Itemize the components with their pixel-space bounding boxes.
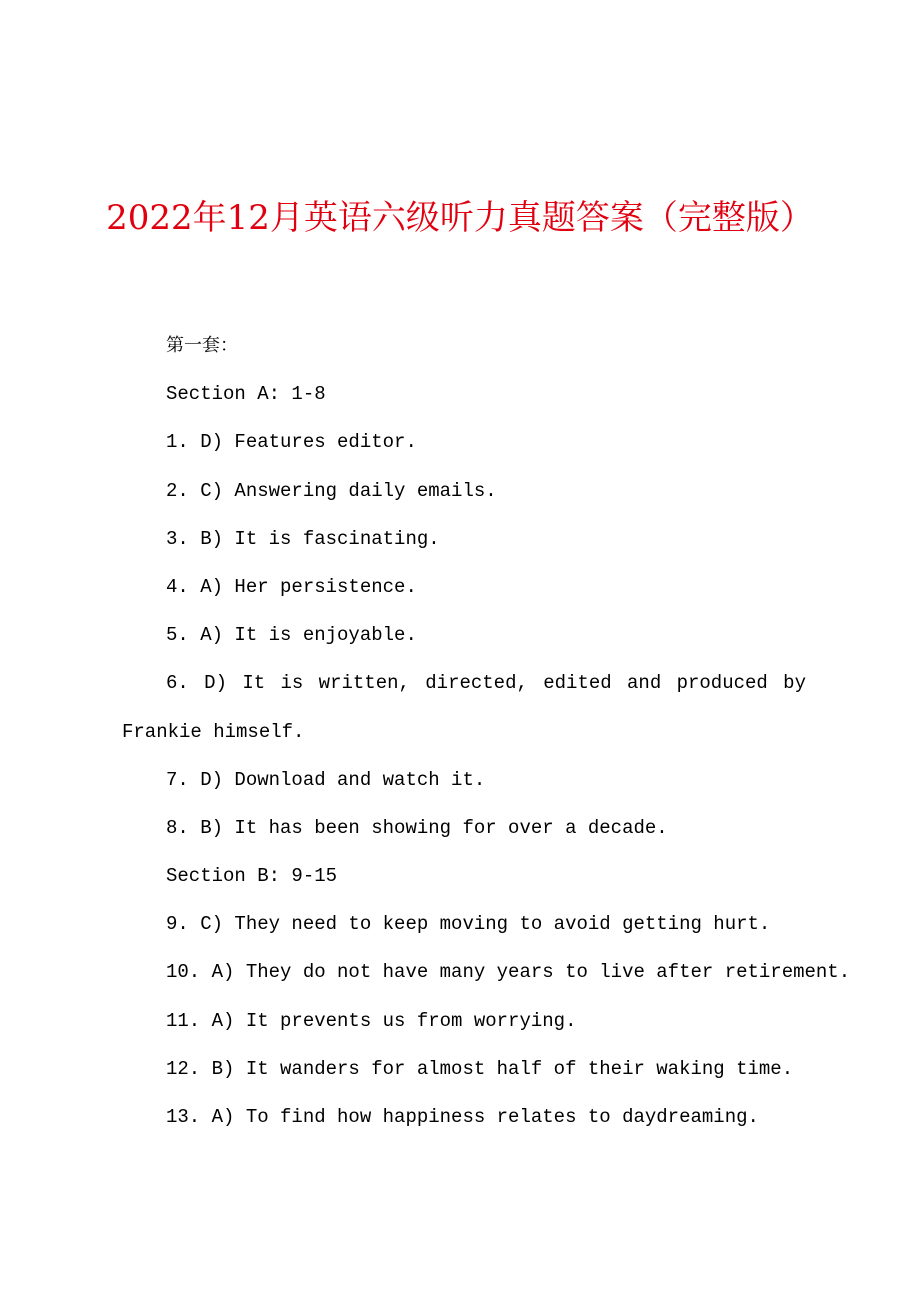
answer-line: 2. C) Answering daily emails. [166, 479, 497, 502]
answer-list [122, 322, 851, 1141]
answer-line: 4. A) Her persistence. [166, 575, 417, 598]
answer-line: 5. A) It is enjoyable. [166, 624, 417, 647]
answer-line: 10. A) They do not have many years to live after retirement. [166, 961, 851, 984]
section-b-heading: Section B: 9-15 [166, 865, 338, 888]
answer-line: 11. A) It prevents us from worrying. [166, 1009, 577, 1032]
answer-line-continuation: Frankie himself. [122, 720, 305, 743]
answer-line: 12. B) It wanders for almost half of their waking time. [166, 1057, 794, 1080]
document-title: 2022年12月英语六级听力真题答案（完整版） [106, 198, 814, 238]
section-a-heading: Section A: 1-8 [166, 383, 326, 406]
answer-line: 3. B) It is fascinating. [166, 527, 440, 550]
answer-line: 9. C) They need to keep moving to avoid getting hurt. [166, 913, 771, 936]
set-heading: 第一套： [166, 335, 238, 356]
answer-line: 7. D) Download and watch it. [166, 768, 486, 791]
answer-line: 13. A) To find how happiness relates to daydreaming. [166, 1106, 759, 1128]
answer-line: 1. D) Features editor. [166, 431, 417, 454]
answer-line: 8. B) It has been showing for over a decade. [166, 816, 668, 839]
answer-line: 6. D) It is written, directed, edited and produced by [166, 672, 806, 695]
